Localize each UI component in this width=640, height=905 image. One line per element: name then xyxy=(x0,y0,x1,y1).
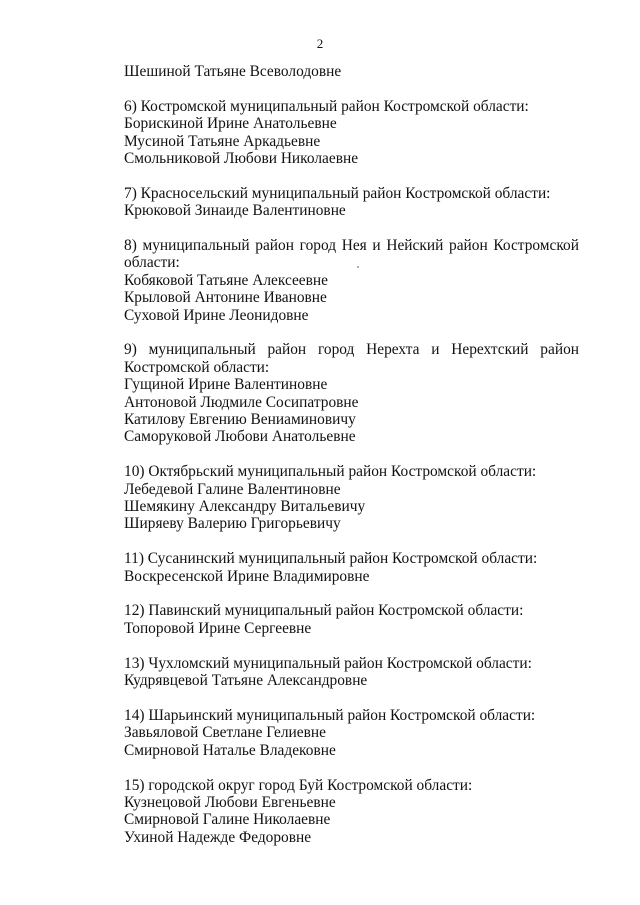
section-heading: 6) Костромской муниципальный район Костромской области: xyxy=(124,97,529,115)
section-9 xyxy=(124,341,579,445)
section-15 xyxy=(124,777,579,847)
recipient-name: Смирновой Галине Николаевне xyxy=(124,811,331,829)
section-heading-line-1: 8) муниципальный район город Нея и Нейский район Костромской xyxy=(124,237,579,255)
recipient-name: Антоновой Людмиле Сосипатровне xyxy=(124,393,359,411)
recipient-name: Шемякину Александру Витальевичу xyxy=(124,498,366,516)
recipient-name: Крыловой Антонине Ивановне xyxy=(124,289,327,307)
section-heading: 15) городской округ город Буй Костромской области: xyxy=(124,776,473,794)
section-14 xyxy=(124,707,579,759)
recipient-name: Смирновой Наталье Владековне xyxy=(124,741,336,759)
section-heading-line-1: 9) муниципальный район город Нерехта и Нерехтский район xyxy=(124,341,579,359)
recipient-name: Кобяковой Татьяне Алексеевне xyxy=(124,271,328,289)
section-heading-line-2: области: xyxy=(124,254,180,272)
section-6 xyxy=(124,98,579,168)
section-heading: 10) Октябрьский муниципальный район Костромской области: xyxy=(124,463,537,481)
section-heading: 13) Чухломский муниципальный район Костромской области: xyxy=(124,654,532,672)
recipient-name: Мусиной Татьяне Аркадьевне xyxy=(124,132,321,150)
section-8 xyxy=(124,237,579,324)
section-7 xyxy=(124,185,579,220)
recipient-name: Воскресенской Ирине Владимировне xyxy=(124,567,370,585)
recipient-name: Завьяловой Светлане Гелиевне xyxy=(124,724,326,742)
recipient-name: Суховой Ирине Леонидовне xyxy=(124,306,309,324)
recipient-name: Смольниковой Любови Николаевне xyxy=(124,150,359,168)
section-13 xyxy=(124,655,579,690)
section-10 xyxy=(124,463,579,533)
recipient-name: Катилову Евгению Вениаминовичу xyxy=(124,411,356,429)
recipient-name: Топоровой Ирине Сергеевне xyxy=(124,619,312,637)
recipient-name: Лебедевой Галине Валентиновне xyxy=(124,480,341,498)
section-heading: 7) Красносельский муниципальный район Костромской области: xyxy=(124,184,551,202)
section-heading: 11) Сусанинский муниципальный район Костромской области: xyxy=(124,550,538,568)
section-11 xyxy=(124,550,579,585)
recipient-name: Саморуковой Любови Анатольевне xyxy=(124,428,356,446)
opening-name-line: Шешиной Татьяне Всеволодовне xyxy=(124,63,342,80)
section-heading-line-2: Костромской области: xyxy=(124,358,270,376)
section-heading: 14) Шарьинский муниципальный район Костромской области: xyxy=(124,706,536,724)
recipient-name: Ухиной Надежде Федоровне xyxy=(124,828,312,846)
recipient-name: Ширяеву Валерию Григорьевичу xyxy=(124,515,341,533)
recipient-name: Кудрявцевой Татьяне Александровне xyxy=(124,672,368,690)
recipient-name: Борискиной Ирине Анатольевне xyxy=(124,115,337,133)
recipient-name: Крюковой Зинаиде Валентиновне xyxy=(124,202,346,220)
recipient-name: Кузнецовой Любови Евгеньевне xyxy=(124,793,336,811)
recipient-name: Гущиной Ирине Валентиновне xyxy=(124,376,328,394)
document-content xyxy=(124,63,579,846)
section-heading: 12) Павинский муниципальный район Костромской области: xyxy=(124,602,524,620)
page-number: 2 xyxy=(316,36,324,51)
section-12 xyxy=(124,602,579,637)
